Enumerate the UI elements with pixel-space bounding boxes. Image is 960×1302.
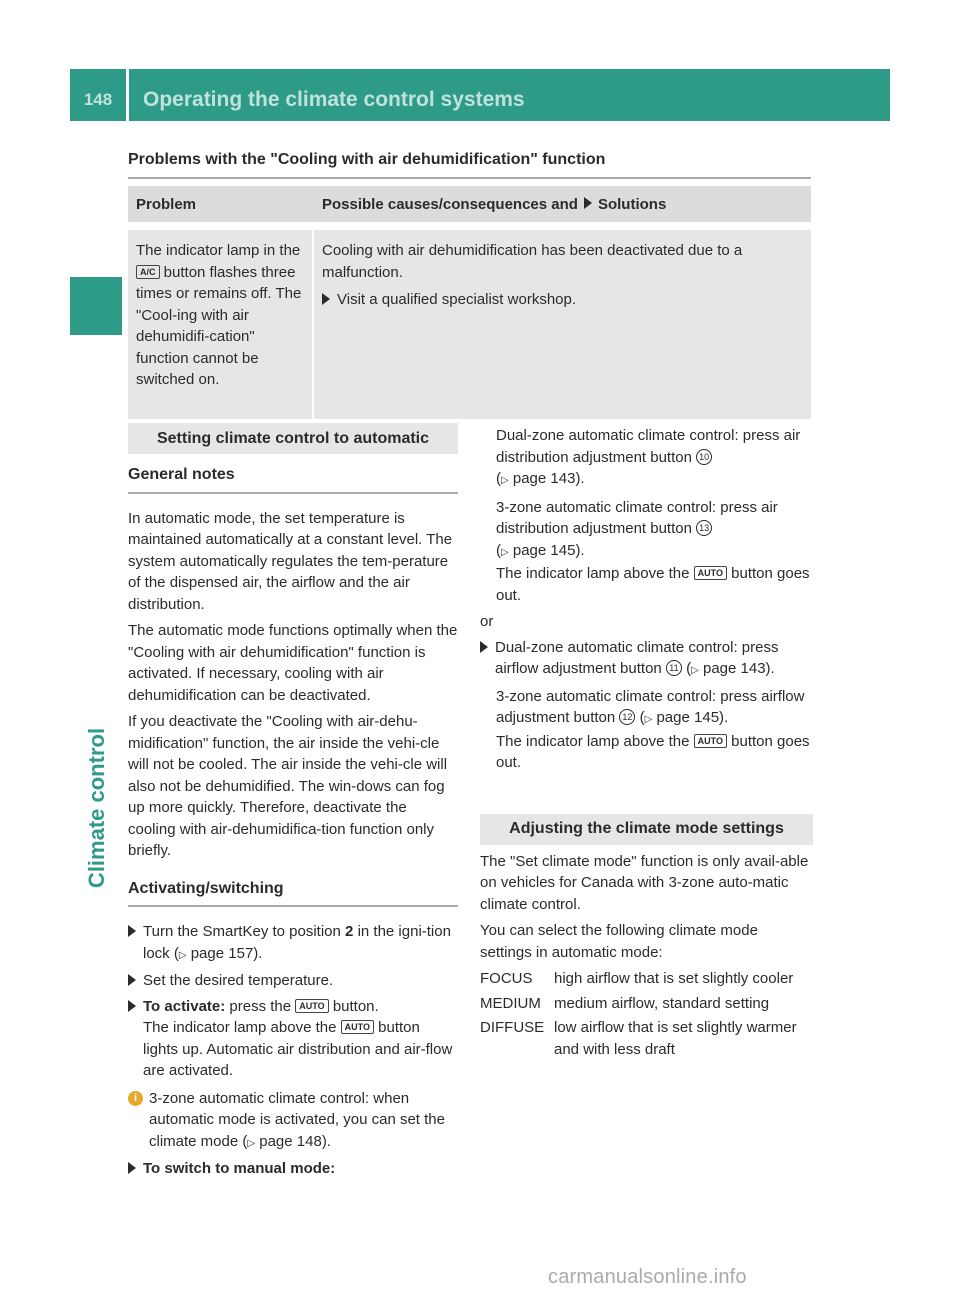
- cause-text: Cooling with air dehumidification has been deactivated due to a malfunction.: [322, 242, 743, 281]
- table-header: [128, 186, 811, 222]
- step: To switch to manual mode:: [128, 1158, 458, 1180]
- mode-row: DIFFUSE low airflow that is set slightly warmer and with less draft: [480, 1019, 797, 1058]
- solution-step: Visit a qualified specialist workshop.: [322, 289, 803, 311]
- step: To activate: press the AUTO button. The indicator lamp above the AUTO button lights up. Automatic air distribution and air-flow are activated.: [128, 996, 458, 1082]
- page-ref-icon: ▷: [178, 949, 187, 961]
- title-rule: [128, 177, 811, 179]
- left-column: [128, 423, 458, 1184]
- watermark: carmanualsonline.info: [548, 1266, 747, 1288]
- sidebar-label: Climate control: [84, 727, 110, 889]
- table-row: [128, 230, 811, 419]
- arrow-icon: [128, 1000, 136, 1012]
- mode-row: MEDIUM medium airflow, standard setting: [480, 994, 770, 1012]
- paragraph: The automatic mode functions optimally when the "Cooling with air dehumidification" function is activated. If necessary, cooling with air dehumidification can be deactivated.: [128, 622, 458, 704]
- auto-key-icon: AUTO: [295, 999, 328, 1013]
- arrow-icon: [322, 293, 330, 305]
- instruction: Dual-zone automatic climate control: press air distribution adjustment button 10 (▷ page 143). 3-zone automatic climate control: press air distribution adjustment button 13 (▷ page 145). The indicator lamp above the AUTO button goes out.: [496, 427, 810, 604]
- paragraph: You can select the following climate mode settings in automatic mode:: [480, 922, 758, 961]
- problem-cell: The indicator lamp in the A/C button flashes three times or remains off. The "Cool-ing with air dehumidifi-cation" function cannot be switched on.: [128, 230, 312, 419]
- rule: [128, 905, 458, 907]
- step: Turn the SmartKey to position 2 in the igni-tion lock (▷ page 157).: [128, 921, 458, 966]
- setting-band: Setting climate control to automatic: [128, 423, 458, 454]
- page-ref-icon: ▷: [644, 714, 653, 725]
- info-icon: i: [128, 1091, 143, 1106]
- info-note: i 3-zone automatic climate control: when automatic mode is activated, you can set the climate mode (▷ page 148).: [128, 1088, 458, 1155]
- climate-mode-band: Adjusting the climate mode settings: [480, 814, 813, 845]
- paragraph: If you deactivate the "Cooling with air-dehu-midification" function, the air inside the vehi-cle will not be cooled. The air inside the vehi-cle will also not be dehumidified. The win-dows can fog up more quickly. Therefore, deactivate the cooling with air-dehumidifica-tion function only briefly.: [128, 713, 448, 859]
- step: Dual-zone automatic climate control: press airflow adjustment button 11 (▷ page 143).: [480, 637, 813, 682]
- right-column: [480, 425, 813, 1063]
- button-number-icon: 13: [696, 520, 712, 536]
- auto-key-icon: AUTO: [341, 1020, 374, 1034]
- activating-heading: Activating/switching: [128, 879, 284, 897]
- chapter-title: Operating the climate control systems: [143, 88, 525, 111]
- arrow-icon: [128, 974, 136, 986]
- general-notes-heading: General notes: [128, 466, 235, 483]
- col-problem: Problem: [136, 195, 197, 213]
- page-ref-icon: ▷: [247, 1137, 256, 1149]
- side-tab: [70, 277, 122, 335]
- header-bar: [70, 69, 890, 121]
- page-ref-icon: ▷: [501, 475, 509, 486]
- problems-title: Problems with the "Cooling with air dehumidification" function: [128, 151, 606, 168]
- page-number: 148: [83, 90, 113, 109]
- paragraph: In automatic mode, the set temperature is maintained automatically at a constant level. The system automatically regulates the tem-perature of the dispensed air, the airflow and the air distribution.: [128, 509, 453, 613]
- arrow-icon: [128, 1162, 136, 1174]
- col-causes: Possible causes/consequences and Solutions: [322, 195, 667, 213]
- or-text: or: [480, 613, 494, 630]
- button-number-icon: 12: [619, 709, 635, 725]
- page-ref-icon: ▷: [691, 665, 699, 676]
- button-number-icon: 11: [666, 660, 682, 676]
- auto-key-icon: AUTO: [694, 734, 727, 748]
- step: Set the desired temperature.: [128, 970, 458, 992]
- arrow-icon: [128, 925, 136, 937]
- arrow-icon: [584, 197, 592, 209]
- mode-row: FOCUS high airflow that is set slightly cooler: [480, 970, 794, 987]
- button-number-icon: 10: [696, 449, 712, 465]
- paragraph: The "Set climate mode" function is only avail-able on vehicles for Canada with 3-zone auto-matic climate control.: [480, 852, 809, 913]
- page-ref-icon: ▷: [501, 546, 509, 558]
- ac-key-icon: A/C: [136, 265, 160, 279]
- instruction: 3-zone automatic climate control: press airflow adjustment button 12 (▷ page 145). The indicator lamp above the AUTO button goes out.: [496, 687, 810, 771]
- auto-key-icon: AUTO: [694, 566, 727, 580]
- rule: [128, 492, 458, 494]
- arrow-icon: [480, 641, 488, 653]
- solution-cell: [314, 230, 811, 419]
- problems-table: [128, 186, 811, 419]
